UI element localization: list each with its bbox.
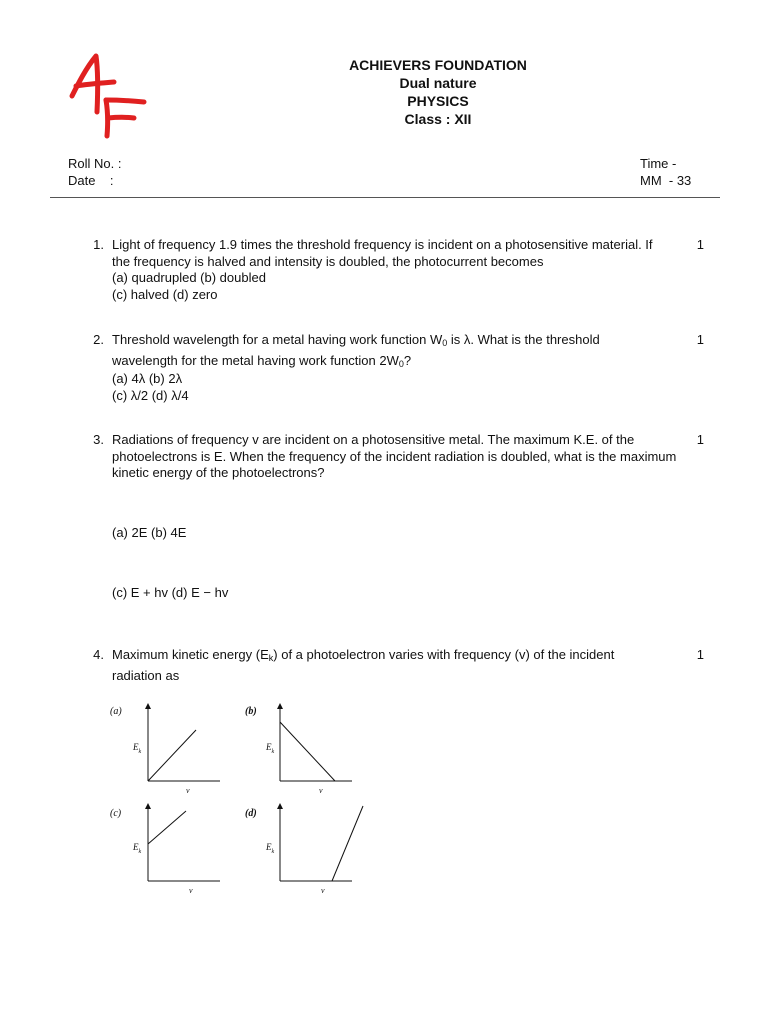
question-4-line: radiation as (112, 667, 180, 683)
question-4-marks: 1 (696, 647, 704, 662)
graph-c-line (148, 811, 186, 844)
graph-d-xlabel: v (321, 886, 325, 895)
question-1-marks: 1 (696, 237, 704, 252)
question-1-options: (a) quadrupled (b) doubled (112, 270, 266, 285)
question-3-line: kinetic energy of the photoelectrons? (112, 465, 325, 480)
question-3-marks: 1 (696, 432, 704, 447)
graph-d-line (332, 806, 363, 881)
question-3-options: (c) E + hv (d) E − hv (112, 585, 229, 600)
roll-no-label: Roll No. : (68, 156, 122, 171)
question-1-number: 1. (93, 237, 104, 252)
question-1-options: (c) halved (d) zero (112, 286, 218, 302)
title-block (280, 56, 596, 128)
question-2-number: 2. (93, 332, 104, 347)
graph-a-line (148, 730, 196, 781)
graph-b-ylabel: $E_k$ (266, 742, 275, 755)
question-1-text (112, 237, 698, 303)
question-2-options: (a) 4λ (b) 2λ (112, 371, 183, 386)
graph-c-xlabel: v (189, 886, 193, 895)
question-2-marks: 1 (696, 332, 704, 347)
class-label: Class : XII (404, 111, 472, 127)
graph-b-line (280, 722, 335, 781)
time-label: Time - (640, 156, 677, 171)
graph-b-label: (b) (245, 706, 257, 717)
question-4-number: 4. (93, 647, 104, 662)
ek-vs-frequency-graphs (100, 700, 380, 900)
question-2-line: Threshold wavelength for a metal having work function $W_0$ is λ. What is the threshold (112, 332, 600, 348)
question-4-text (112, 647, 698, 684)
question-3-options: (a) 2E (b) 4E (112, 525, 187, 540)
question-3-line: photoelectrons is E. When the frequency of the incident radiation is doubled, what is the maximum (112, 448, 677, 464)
question-3-text (112, 432, 698, 482)
graph-a-ylabel: $E_k$ (133, 742, 142, 755)
institute-name: ACHIEVERS FOUNDATION (349, 57, 527, 73)
graph-b-xlabel: v (319, 786, 323, 795)
graph-a-label: (a) (110, 706, 122, 717)
chapter-name: Dual nature (399, 75, 477, 91)
question-2-text (112, 332, 698, 404)
graph-c-label: (c) (110, 808, 122, 819)
graph-a-xlabel: v (186, 786, 190, 795)
graph-d (245, 806, 363, 895)
question-2-options: (c) λ/2 (d) λ/4 (112, 387, 189, 403)
graph-a (110, 706, 220, 795)
achievers-foundation-logo (64, 50, 156, 142)
question-2-line: wavelength for the metal having work function $2W_0$? (112, 352, 412, 369)
graph-d-ylabel: $E_k$ (266, 842, 275, 855)
subject-name: PHYSICS (407, 93, 469, 109)
graph-c (110, 806, 220, 895)
question-3-number: 3. (93, 432, 104, 447)
graph-b (245, 706, 352, 795)
question-1-line: Light of frequency 1.9 times the threshold frequency is incident on a photosensitive material. If (112, 237, 653, 252)
graph-c-ylabel: $E_k$ (133, 842, 142, 855)
question-3-line: Radiations of frequency v are incident on a photosensitive metal. The maximum K.E. of the (112, 432, 635, 447)
question-4-line: Maximum kinetic energy $(E_k)$ of a photoelectron varies with frequency (v) of the incident (112, 647, 615, 663)
graph-d-label: (d) (245, 808, 257, 819)
question-1-line: the frequency is halved and intensity is doubled, the photocurrent becomes (112, 253, 544, 269)
max-marks-label: MM - 33 (640, 173, 692, 188)
date-label: Date : (68, 173, 114, 188)
header-divider (50, 197, 720, 198)
